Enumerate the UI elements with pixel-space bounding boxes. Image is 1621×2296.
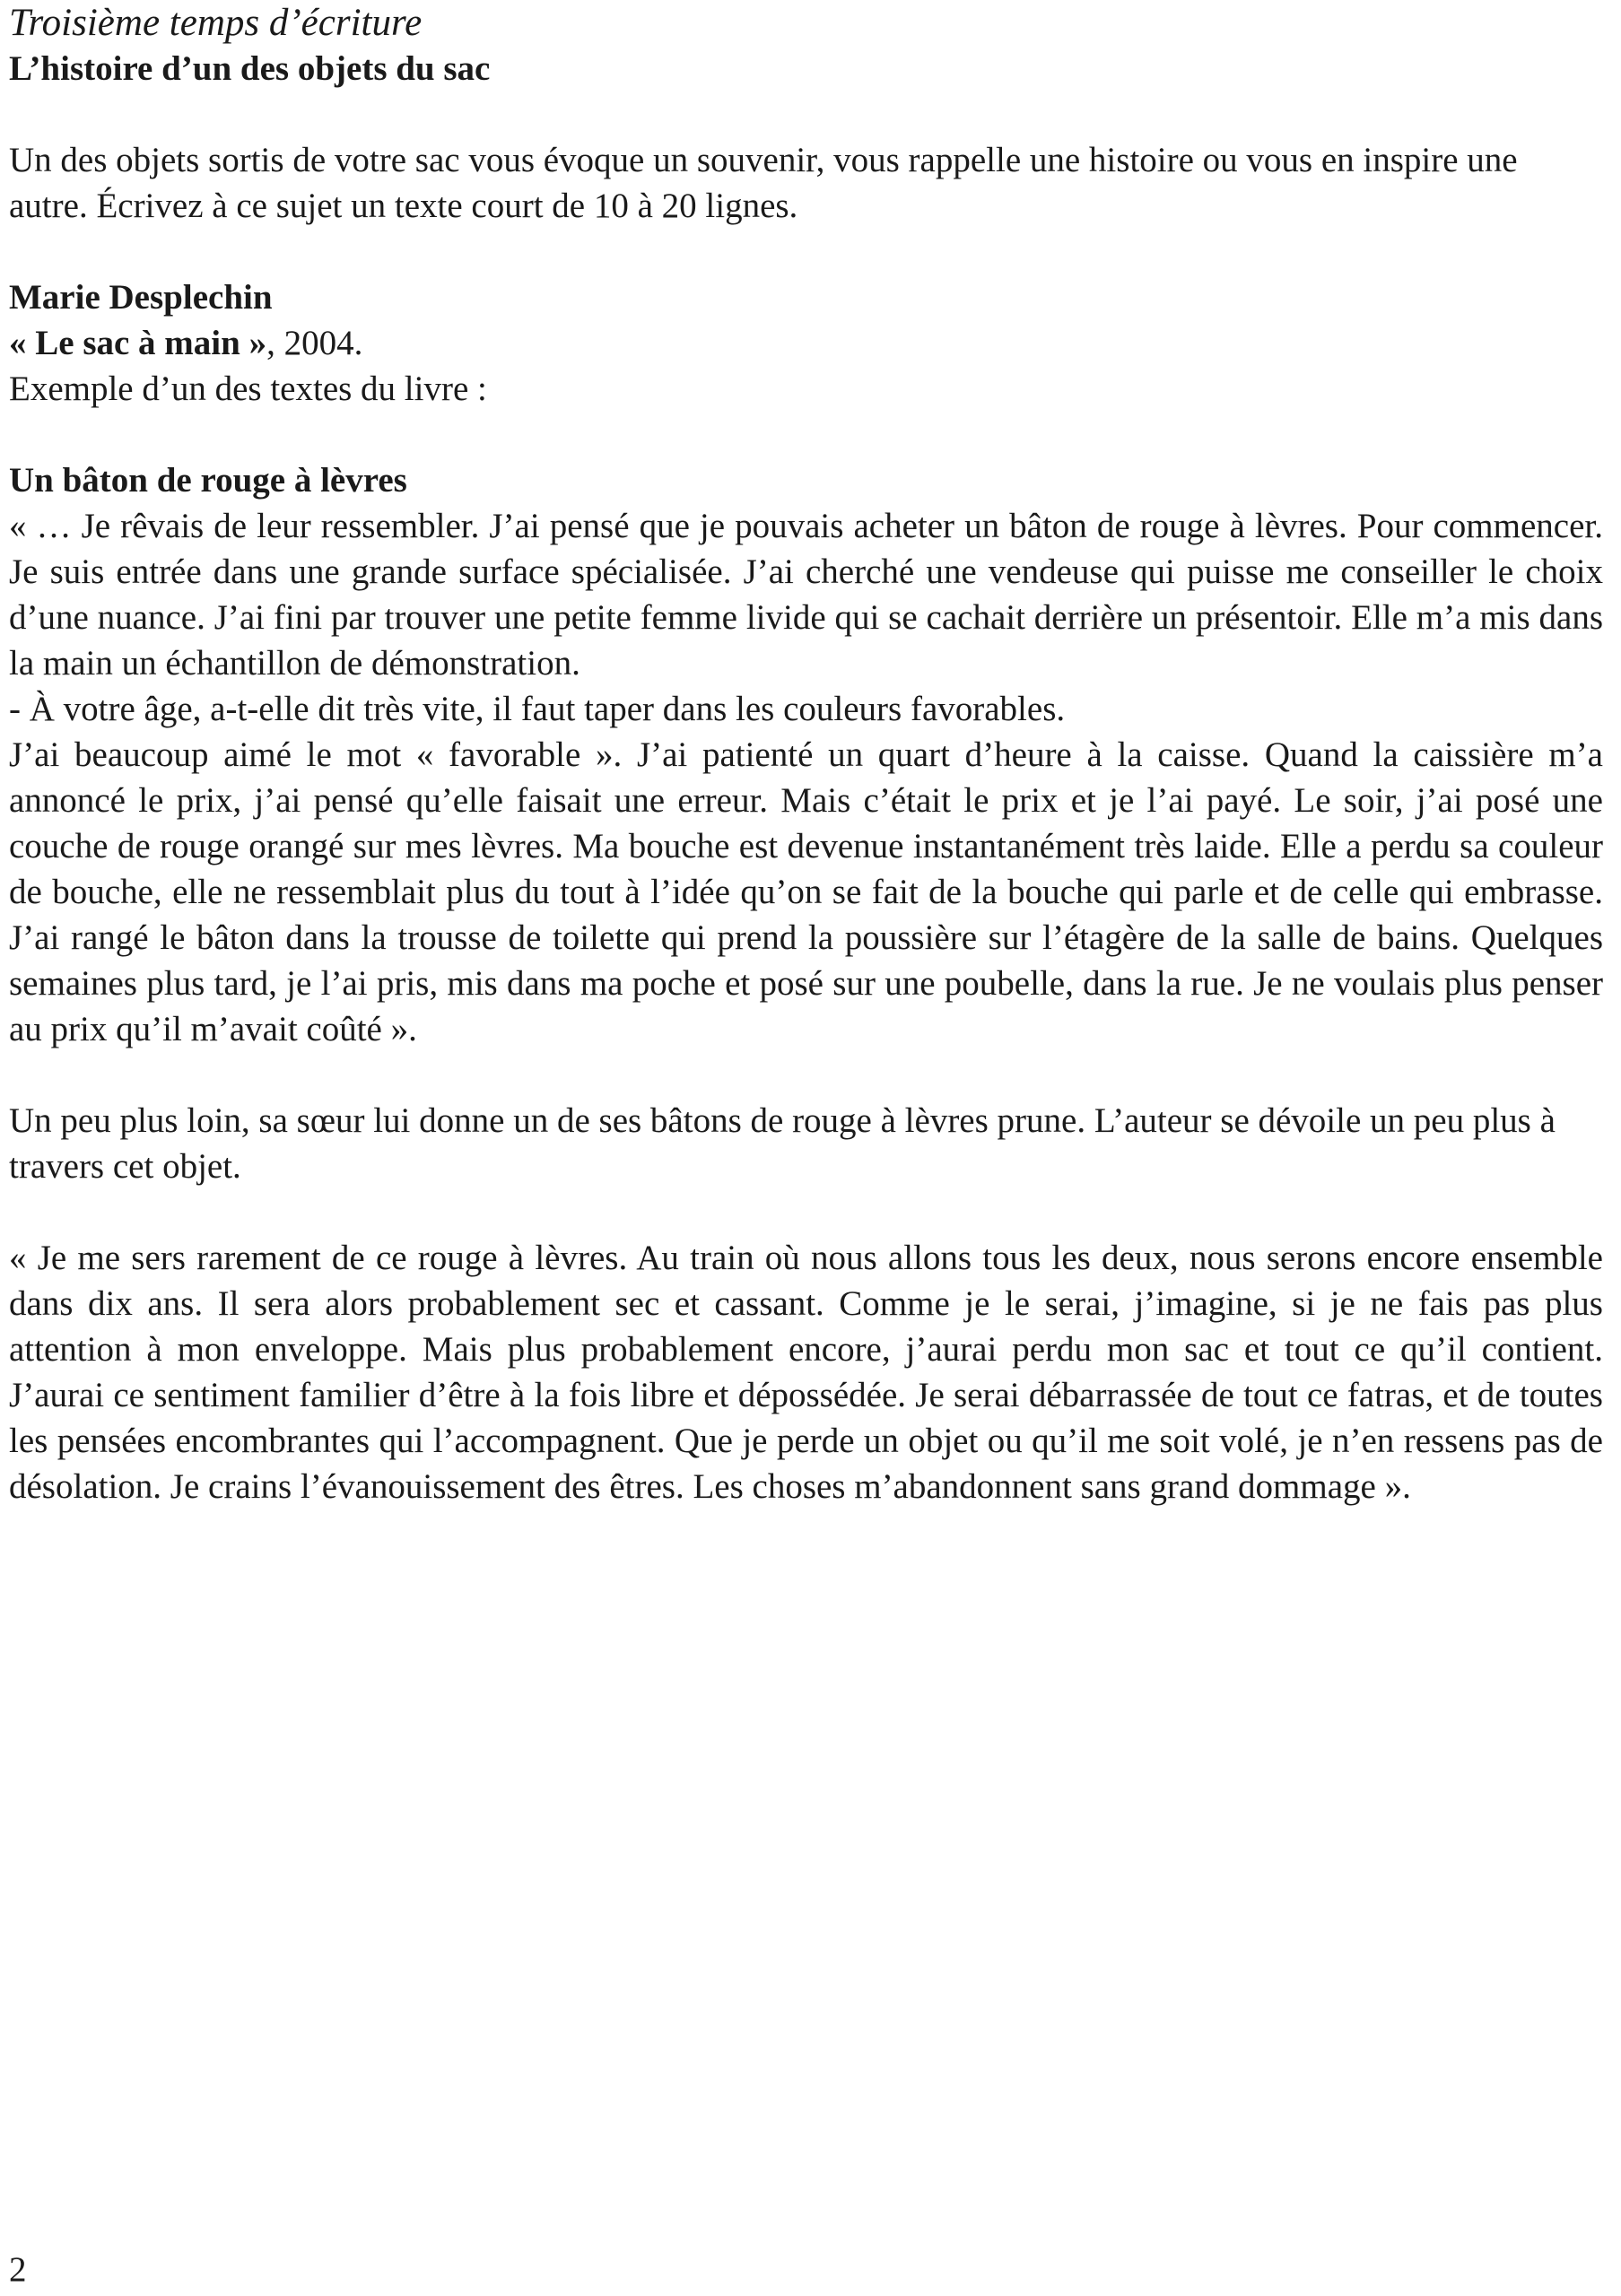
excerpt-dialogue: - À votre âge, a-t-elle dit très vite, il faut taper dans les couleurs favorables.: [9, 690, 1066, 728]
second-quote-paragraph: « Je me sers rarement de ce rouge à lèvres. Au train où nous allons tous les deux, nous serons encore ensemble dans dix ans. Il sera alors probablement sec et cassant. Comme je le serai, j’imagine, si je ne fais pas plus attention à mon enveloppe. Mais plus probablement encore, j’aurai perdu mon sac et tout ce qu’il contient. J’aurai ce sentiment familier d’être à la fois libre et dépossédée. Je serai débarrassée de tout ce fatras, et de toutes les pensées encombrantes qui l’accompagnent. Que je perde un objet ou qu’il me soit volé, je n’en ressens pas de désolation. Je crains l’évanouissement des êtres. Les choses m’abandonnent sans grand dommage ».: [9, 1239, 1603, 1506]
author-name: Marie Desplechin: [9, 278, 273, 317]
book-year: , 2004.: [266, 324, 363, 362]
book-reference: [9, 320, 1603, 366]
spacer: [9, 91, 1603, 137]
section-title: Troisième temps d’écriture: [9, 2, 423, 44]
spacer: [9, 1052, 1603, 1098]
example-intro: Exemple d’un des textes du livre :: [9, 370, 487, 408]
section-subtitle: L’histoire d’un des objets du sac: [9, 49, 491, 88]
spacer: [9, 229, 1603, 274]
writing-prompt: Un des objets sortis de votre sac vous évoque un souvenir, vous rappelle une histoire ou vous en inspire une autre. Écrivez à ce sujet un texte court de 10 à 20 lignes.: [9, 141, 1518, 225]
excerpt-heading: Un bâton de rouge à lèvres: [9, 461, 407, 500]
commentary-paragraph: Un peu plus loin, sa sœur lui donne un de ses bâtons de rouge à lèvres prune. L’auteur se dévoile un peu plus à travers cet objet.: [9, 1101, 1556, 1186]
spacer: [9, 1189, 1603, 1235]
document-page: [9, 0, 1603, 1509]
spacer: [9, 412, 1603, 457]
excerpt-paragraph: J’ai beaucoup aimé le mot « favorable ». J’ai patienté un quart d’heure à la caisse. Quand la caissière m’a annoncé le prix, j’ai pensé qu’elle faisait une erreur. Mais c’était le prix et je l’ai payé. Le soir, j’ai posé une couche de rouge orangé sur mes lèvres. Ma bouche est devenue instantanément très laide. Elle a perdu sa couleur de bouche, elle ne ressemblait plus du tout à l’idée qu’on se fait de la bouche qui parle et de celle qui embrasse. J’ai rangé le bâton dans la trousse de toilette qui prend la poussière sur l’étagère de la salle de bains. Quelques semaines plus tard, je l’ai pris, mis dans ma poche et posé sur une poubelle, dans la rue. Je ne voulais plus penser au prix qu’il m’avait coûté ».: [9, 735, 1603, 1048]
page-number: 2: [9, 2250, 27, 2289]
excerpt-paragraph: « … Je rêvais de leur ressembler. J’ai pensé que je pouvais acheter un bâton de rouge à lèvres. Pour commencer. Je suis entrée dans une grande surface spécialisée. J’ai cherché une vendeuse qui puisse me conseiller le choix d’une nuance. J’ai fini par trouver une petite femme livide qui se cachait derrière un présentoir. Elle m’a mis dans la main un échantillon de démonstration.: [9, 507, 1603, 683]
book-title: « Le sac à main »: [9, 324, 267, 362]
